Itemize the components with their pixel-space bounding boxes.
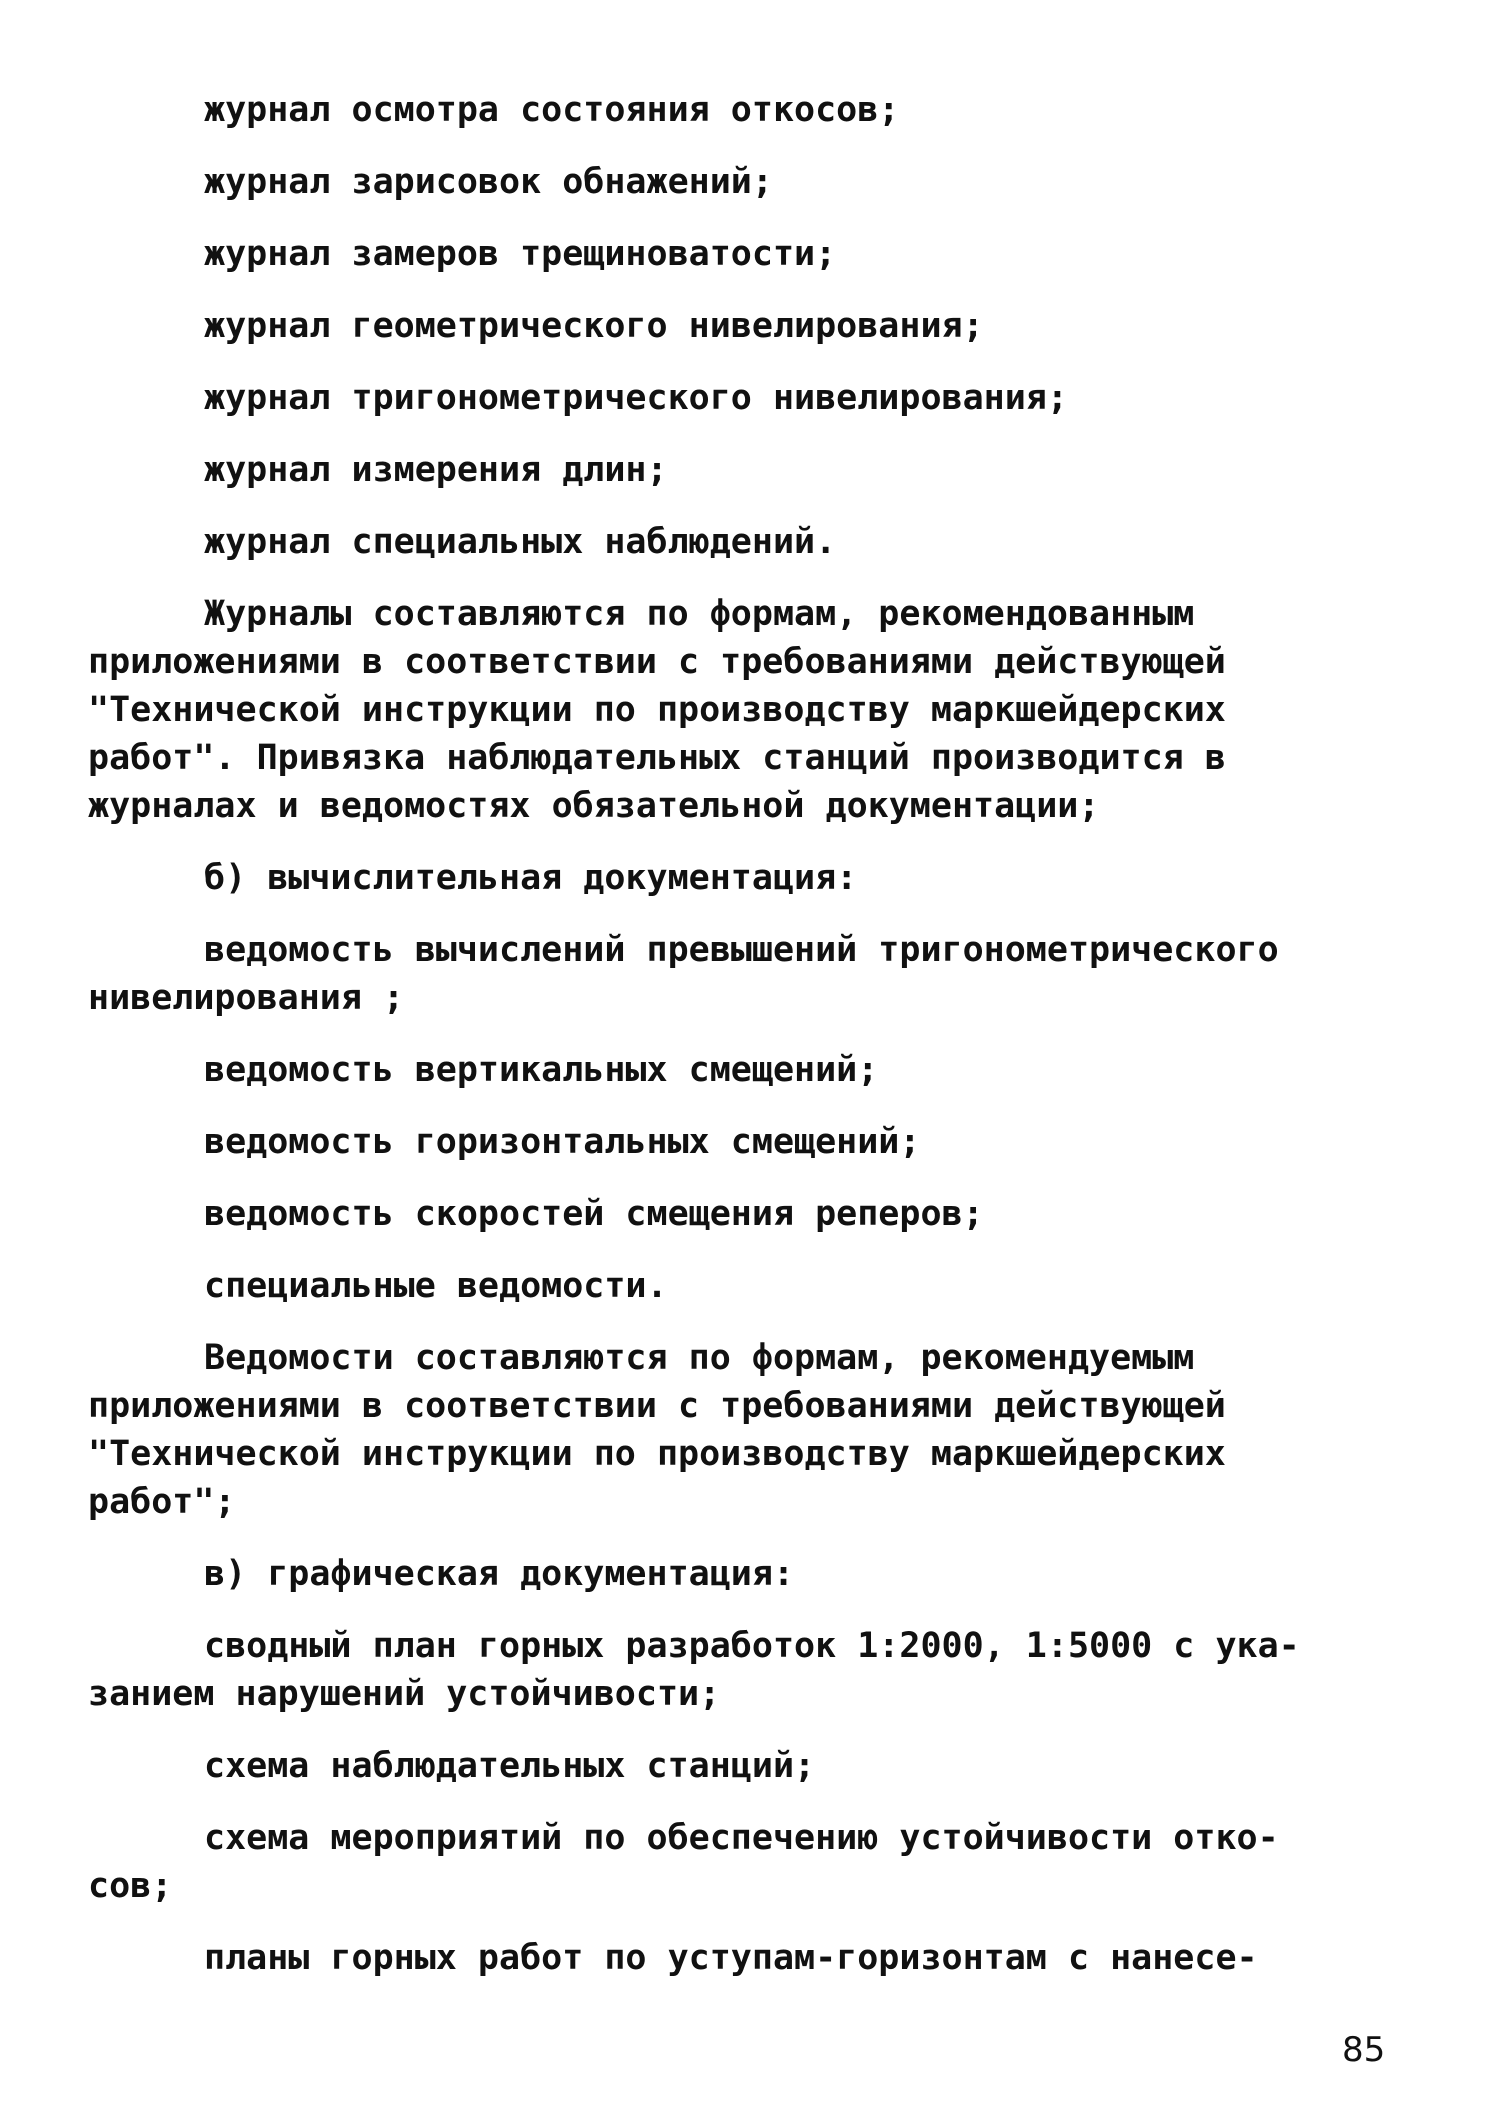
- page-number: 85: [1342, 2030, 1386, 2070]
- paragraph-line: работ". Привязка наблюдательных станций производится в: [88, 738, 1226, 778]
- list-item-continuation: занием нарушений устойчивости;: [88, 1674, 721, 1714]
- section-heading: б) вычислительная документация:: [204, 858, 858, 898]
- list-item: ведомость вертикальных смещений;: [204, 1050, 879, 1090]
- paragraph-line: приложениями в соответствии с требованиями действующей: [88, 642, 1226, 682]
- paragraph-line: Ведомости составляются по формам, рекомендуемым: [204, 1338, 1195, 1378]
- section-heading: в) графическая документация:: [204, 1554, 795, 1594]
- paragraph-line: работ";: [88, 1482, 236, 1522]
- page-text: [88, 86, 1448, 1982]
- list-item: журнал специальных наблюдений.: [204, 522, 837, 562]
- list-item: планы горных работ по уступам-горизонтам с нанесе-: [204, 1938, 1258, 1978]
- paragraph-line: журналах и ведомостях обязательной документации;: [88, 786, 1100, 826]
- list-item: журнал измерения длин;: [204, 450, 668, 490]
- list-item: ведомость вычислений превышений тригонометрического: [204, 930, 1279, 970]
- paragraph-line: Журналы составляются по формам, рекомендованным: [204, 594, 1195, 634]
- list-item: журнал осмотра состояния откосов;: [204, 90, 900, 130]
- list-item: журнал зарисовок обнажений;: [204, 162, 773, 202]
- list-item: журнал геометрического нивелирования;: [204, 306, 984, 346]
- list-item: журнал тригонометрического нивелирования;: [204, 378, 1068, 418]
- list-item-continuation: сов;: [88, 1866, 173, 1906]
- list-item-continuation: нивелирования ;: [88, 978, 405, 1018]
- paragraph-line: "Технической инструкции по производству маркшейдерских: [88, 690, 1226, 730]
- list-item: схема наблюдательных станций;: [204, 1746, 816, 1786]
- list-item: ведомость скоростей смещения реперов;: [204, 1194, 984, 1234]
- paragraph-line: приложениями в соответствии с требованиями действующей: [88, 1386, 1226, 1426]
- list-item: схема мероприятий по обеспечению устойчивости отко-: [204, 1818, 1279, 1858]
- list-item: ведомость горизонтальных смещений;: [204, 1122, 921, 1162]
- list-item: сводный план горных разработок 1:2000, 1:5000 с ука-: [204, 1626, 1300, 1666]
- list-item: специальные ведомости.: [204, 1266, 668, 1306]
- paragraph-line: "Технической инструкции по производству маркшейдерских: [88, 1434, 1226, 1474]
- list-item: журнал замеров трещиноватости;: [204, 234, 837, 274]
